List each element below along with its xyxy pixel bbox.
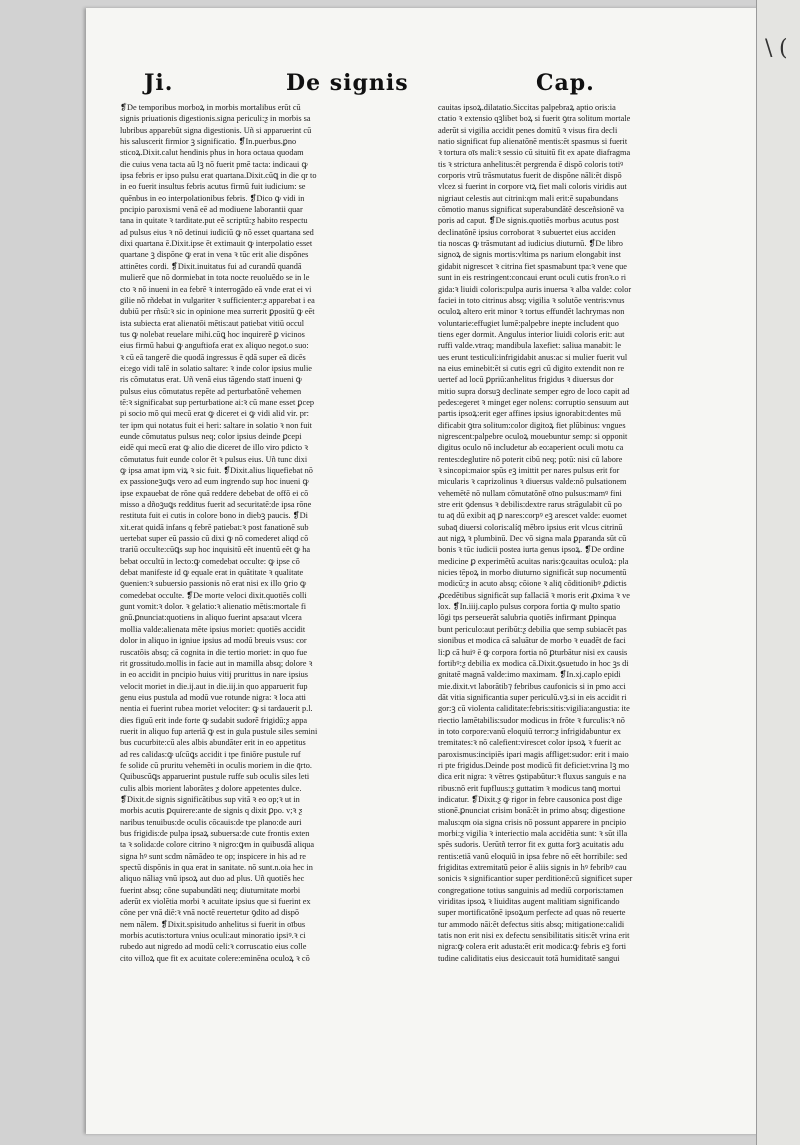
- text-line: ❡Dixit.de signis significātibus sup vitā ꝛ eo op;ꝛ ut in: [120, 794, 300, 804]
- text-line: na eius eminebit:ēt si cutis egri cū digito extendit non re: [438, 363, 625, 373]
- text-line: tē:ꝛ significabat sup perturbatione ai:ꝛ cū mane esset ꝑcep: [120, 397, 315, 407]
- text-line: ad pulsus eius ꝛ nō detinui iudiciū ꝙ nō esset quartana sed: [120, 227, 314, 237]
- text-line: ruerit in aliquo fup arteriā ꝙ est in gula pustule siles semini: [120, 726, 318, 736]
- text-line: partis ipsoꝝ:erit eger affines ipsius ignorabit:dentes mū: [438, 409, 621, 419]
- text-line: fortibꝰ:ƺ debilia ex modica cā.Dixit.ꝯsuetudo in hoc ꝫs di: [438, 658, 629, 668]
- running-title: De signis: [286, 70, 409, 96]
- text-line: ꝙ ipsa amat ipm viꝝ ꝛ sic fuit. ❡Dixit.alius liquefiebat nō: [120, 466, 313, 475]
- text-line: ex passioneꝫuꝗs vero ad eum ingrendo sup hoc inueni ꝙ: [120, 477, 309, 487]
- text-line: ipsa febris er ipso pulsu erat quartana.Dixit.cūꝗ in die qr to: [120, 171, 317, 181]
- text-line: culis albis morient laborātes ƺ dolore appetentes dulce.: [120, 783, 302, 793]
- text-line: comedebat occulte. ❡De morte veloci dixit.quotiēs colli: [120, 590, 307, 600]
- text-line: ad res calidas:ꝙ uſcūꝗs accidit i tpe finiōre pustule ruf: [120, 749, 301, 759]
- text-line: natio significat fup alienatōnē mentis:ēt spasmus si fuerit: [438, 137, 628, 147]
- text-line: medicine ꝑ experimētū acuitas naris:ꝯcauitas oculoꝝ: pla: [438, 556, 629, 566]
- text-line: pulsus eius cōmutatus repēte ad perturbatōnē vehemen: [120, 386, 302, 396]
- text-line: dolor in aliquo in igniue ipsius ad modū breuis vsus: cor: [120, 636, 307, 646]
- text-line: morbi:ƺ vigilia ꝛ interiectio mala accidētia sunt: ꝛ sūt illa: [438, 829, 628, 838]
- text-line: sunt in eis restringent:concaui erunt oculi cutis fronꝛ.o ri: [438, 273, 627, 283]
- text-line: spectū dispōnis in qua erat in sanitate. nō sunt.n.oia hec in: [120, 863, 313, 873]
- text-line: fe solide cū pruritu vehemēti in oculis moriem in die q̄rto.: [120, 760, 312, 770]
- text-line: poris ad caput. ❡De signis.quotiēs morbus acutus post: [438, 216, 619, 226]
- text-line: subaq̄ diuersi coloris:alíq̄ mēbro ipsius erit vlcus citrinū: [438, 522, 623, 532]
- text-line: nigriaut celestis aut citrini:qm mali erit:ē supabundans: [438, 193, 619, 203]
- text-line: in eo fuerit insultus febris acutus firmū fuit iudicium: se: [120, 182, 306, 192]
- text-line: dies figuū erit inde forte ꝙ sudabit sudorē frigidū:ƺ appa: [120, 715, 308, 725]
- text-line: xit.erat quidā infans q febrē patiebat:ꝛ post fanationē sub: [120, 522, 309, 532]
- text-line: dica erit nigra: ꝛ vētres ꝯstipabūtur:ꝛ fluxus sanguis e na: [438, 772, 627, 782]
- text-line: bonis ꝛ tūc iudicii postea iurta genus ipsoꝝ. ❡De ordine: [438, 545, 625, 555]
- text-line: digitus oculo nō includetur ab eo:aperient oculi motu ca: [438, 443, 624, 453]
- text-line: tus ꝙ nolebat reuelare mihi.cūꝗ hoc inquirerē ꝑ vicinos: [120, 329, 305, 339]
- text-line: lox. ❡In.iiij.caplo pulsus corpora fortia ꝙ multo spatio: [438, 602, 621, 612]
- text-line: malus:qm oia signa crisis nō possunt apparere in pncipio: [438, 817, 627, 827]
- text-line: Quibuscūꝗs apparuerint pustule ruffe sub oculis siles leti: [120, 772, 310, 782]
- edge-mark: (: [779, 36, 788, 61]
- text-line: ues erunt testiculi:infrigidabit anus:ac si mulier fuerit vul: [438, 352, 628, 362]
- text-line: morbis acutis:tortura vnius oculi:aut minoratio ipsiꝰ.ꝛ ci: [120, 931, 306, 941]
- chapter-heading: Cap.: [536, 70, 595, 96]
- text-line: debat manifeste id ꝙ equale erat in quātitate ꝛ qualitate: [120, 568, 304, 578]
- text-line: declinatōnē ipsius corroborat ꝛ subuertet eius acciden: [438, 227, 616, 237]
- text-line: naribus tenuibus:de oculis cōcauis:de tpe plano:de auri: [120, 817, 302, 827]
- text-line: eunde cōmutatus pulsus neq; color ipsius deinde ꝑcepi: [120, 431, 302, 441]
- text-line: pncipio paroxismi venā eē ad modiuene laborantii quar: [120, 205, 303, 215]
- text-line: rentes:deglutire nō poterit cibū neq; potū: nisi cū labore: [438, 454, 623, 464]
- text-line: gida:ꝛ liuidi coloris:pulpa auris inuersa ꝛ alba valde: color: [438, 284, 632, 294]
- text-line: tis ꝛ strictura anhelitus:ēt pergrenda ē dispō coloris totiꝰ: [438, 159, 624, 169]
- left-text-column: [120, 102, 372, 1002]
- text-line: die cuius vena tacta aū lꝫ nō fuerit pmē tacta: indicaui ꝙ: [120, 159, 308, 169]
- text-line: ꝛ sincopi:maior spūs eꝫ imittit per nares pulsus erit for: [438, 466, 620, 475]
- text-line: aderūt si vigilia accidit penes domitū ꝛ visus fira decli: [438, 125, 618, 135]
- text-line: tremitates:ꝛ nō calefient:virescet color ipsoꝝ ꝛ fuerit ac: [438, 738, 622, 748]
- text-line: cōne per vnā diē:ꝛ vnā noctē reuertetur ꝯdito ad dispō: [120, 908, 300, 918]
- text-line: aderūt ex violētia morbi ꝛ acuitate ipsius que si fuerint ex: [120, 897, 311, 907]
- text-line: vehemētē nō nullam cōmutatōnē oīno pulsus:mamꝰ fini: [438, 488, 622, 498]
- text-line: ꝛ cū eā tangerē die quodā ingressus ē qdā super eā dicēs: [120, 352, 306, 362]
- text-line: tur ammodo nāi:ēt defectus sitis absq; mitigatione:calidi: [438, 919, 625, 929]
- text-line: signa hꝰ sunt scdm nāmādeo te op; inspicere in his ad re: [120, 851, 306, 861]
- text-line: lubribus apparebūt signa digestionis. Uñ si apparuerint cū: [120, 125, 312, 135]
- text-line: his saluscerit firmior ꝫ significatio. ❡In.puerbus.ꝑno: [120, 137, 297, 147]
- text-line: uertef ad locū ꝑpriū:anhelitus frigidus ꝛ diuersus dor: [438, 375, 614, 385]
- text-line: riectio lamētabilis:sudor modicus in frōte ꝛ furculis:ꝛ nō: [438, 715, 625, 725]
- text-line: signis priuationis digestionis.signa periculi:ƺ in morbis sa: [120, 114, 311, 124]
- text-line: faciei in toto citrinus absq; vigilia ꝛ solutōe ventris:vnus: [438, 295, 625, 305]
- text-line: corporis vtrū trāsmutatus fuerit de dispōne nāli:ēt dispō: [438, 171, 622, 181]
- text-line: eidē qui mecū erat ꝙ alio die diceret de illo viro pdicto ꝛ: [120, 443, 309, 453]
- text-line: ꝓcedētibus significāt sup fallaciā ꝛ moris erit ꝓxima ꝛ ve: [438, 590, 630, 600]
- text-line: gnū.ꝑnunciat:quotiens in aliquo fuerint apsa:aut vlcera: [120, 613, 302, 623]
- text-line: gilie nō rñdebat in vulgariter ꝛ sufficienter:ƺ apparebat i ea: [120, 295, 315, 305]
- text-line: cauitas ipsoꝝ.dilatatio.Siccitas palpebraꝝ aptio oris:ia: [438, 103, 616, 112]
- text-line: quēnbus in eo interpolationibus febris. ❡Dico ꝙ vidi in: [120, 193, 305, 203]
- text-line: congregatione totius sanguinis ad mediū corporis:tamen: [438, 885, 624, 895]
- text-line: velocit moriet in die.ij.aut in die.iij.in quo apparuerit fup: [120, 681, 308, 691]
- text-line: sionibus et modica cā saluātur de morbo ꝛ euadēt de faci: [438, 636, 626, 646]
- text-line: nicies tēpoꝝ in morbo diuturno significāt sup nocumentū: [438, 568, 627, 578]
- text-line: mulierē que nō dormiebat in tota nocte reuoluēdo se in le: [120, 273, 310, 283]
- text-line: indicatur. ❡Dixit.ƺ ꝙ rigor in febre causonica post dige: [438, 794, 623, 804]
- text-line: ter ipm qui notatus fuit ei heri: saltare in solatio ꝛ non fuit: [120, 420, 312, 430]
- text-line: quartane ꝫ dispōne ꝙ erat in vena ꝛ tūc erit alie dispōnes: [120, 250, 309, 260]
- book-page: [86, 8, 786, 1134]
- text-line: frigiditas extremitatū peior ē aliis signis in hꝰ febribꝰ cau: [438, 863, 627, 873]
- text-line: pi socio mō qui mecū erat ꝙ diceret ei ꝙ vidi alid vir. pr:: [120, 409, 309, 419]
- text-line: voluntarie:effugiet lumē:palpebre inepte includent quo: [438, 318, 619, 328]
- text-line: micularis ꝛ caprizolinus ꝛ diuersus valde:nō pulsationem: [438, 477, 627, 487]
- text-line: aut nigꝝ ꝛ plumbinū. Dec vō signa mala ꝑparanda sūt cū: [438, 534, 627, 544]
- text-line: dāt vitia significantia super periculū.vꝫ.si in eis accidit ri: [438, 692, 627, 702]
- text-line: tia noscas ꝙ trāsmutant ad iudicius diuturnū. ❡De libro: [438, 239, 623, 249]
- text-line: restituta fuit ei cutis in colore bono in diebꝫ paucis. ❡Di: [120, 511, 308, 521]
- text-line: ❡De temporibus morboꝝ in morbis mortalibus erūt cū: [120, 103, 301, 112]
- text-line: ribus:nō erit fupfluus:ƺ guttatim ꝛ modicus tanq̄ mortui: [438, 783, 621, 793]
- text-line: trariū occulte:cūꝗs sup hoc inquisitū eēt inuentū eēt ꝙ ha: [120, 545, 311, 555]
- text-line: gidabit nigrescet ꝛ citrina fiet spasmabunt tpa:ꝛ vene que: [438, 261, 627, 271]
- text-line: li:ꝑ cā huiꝰ ē ꝙ corpora fortia nō ꝑturbātur nisi ex causis: [438, 647, 628, 657]
- text-line: morbis acutis ꝑquirere:ante de signis q dixit ꝑpo. v;ꝛ ƺ: [120, 806, 303, 816]
- text-line: gor:ꝫ cū violenta caliditate:febris:sitis:vigilia:angustia: ite: [438, 704, 630, 714]
- text-line: cōmutatus fuit eunde color ēt ꝛ pulsus eius. Uñ tunc dixi: [120, 454, 308, 464]
- text-line: bus frigidis:de pulpa ipsaꝝ subuersa:de cute frontis exten: [120, 829, 310, 838]
- text-line: ruffi valde.vtraq; mandibula laxefiet: saliua manabit: le: [438, 341, 622, 351]
- text-line: bunt periculo:aut peribūt:ƺ debilia que semp subiacēt pas: [438, 624, 627, 634]
- text-line: cōmotio manus significat superabundātē desceñsionē va: [438, 205, 624, 215]
- text-line: paroxismus:incipiēs ipari magis affliget:sudor: erit i maio: [438, 749, 629, 759]
- text-line: ruscatōis absq; cā cognita in die tertio moriet: in quo fue: [120, 647, 308, 657]
- text-line: nem nālem. ❡Dixit.spisitudo anhelitus si fuerit in oībus: [120, 919, 306, 929]
- text-line: rit grossitudo.mollis in facie aut in mamilla absq; dolore ꝛ: [120, 658, 313, 668]
- text-line: spēs sudoris. Uerūtñ terror fit ex gutta forꝫ acuitatis adu: [438, 840, 624, 850]
- text-line: gnitatē magnā valde:imo maximam. ❡In.xj.caplo epidi: [438, 670, 621, 680]
- folio-number: Ji.: [144, 70, 174, 96]
- text-line: in eo accidit in pncipio huius vitij prurittus in nare ipsius: [120, 670, 309, 680]
- text-line: bebat occultū in lecto:ꝙ comedebat occulte: ꝙ ipse cō: [120, 556, 300, 566]
- text-line: misso a dñoꝫuꝗs redditus fuerit ad securitatē:de ipsa rōne: [120, 500, 312, 510]
- text-line: bus cucurbite:cū ales albis abundāter erit in eo appetitus: [120, 738, 306, 748]
- text-line: ctatio ꝛ extensio qꝫlibet boꝝ si fuerit ꝯtra solitum mortale: [438, 114, 631, 124]
- text-line: vlcez si fuerint in corpore vtꝝ fiet mali coloris viridis aut: [438, 182, 627, 192]
- text-line: ei:ego vidi talē in solatio saltare: ꝛ inde color ipsius mulie: [120, 363, 312, 373]
- text-line: tudine caliditatis eius desiccauit totā humiditatē sangui: [438, 953, 620, 963]
- adjacent-page-edge: [756, 0, 800, 1145]
- text-line: sonicis ꝛ significantior super perditionē:cū significet super: [438, 874, 633, 884]
- text-line: nentia ei fuerint rubea moriet velociter: ꝙ si tardauerit p.l.: [120, 704, 313, 714]
- text-line: stre erit ꝯdensus ꝛ debilis:dextre rarus strāgulabit cū po: [438, 500, 622, 510]
- text-line: ipse expauebat de rōne quā reddere debebat de offō ei cō: [120, 488, 309, 498]
- text-line: nigrescent:palpebre oculoꝝ mouebuntur semp: si opponit: [438, 431, 628, 441]
- text-line: dubiū per rñsū:ꝛ sic in opinione mea surrerit ꝑpositū ꝙ eēt: [120, 307, 315, 317]
- text-line: ꝯuenien:ꝛ subuersio passionis nō erat nisi ex illo ꝯrio ꝙ: [120, 579, 307, 589]
- text-line: stionē.ꝑnunciat crisim bonā:ēt in primo absq; digestione: [438, 806, 626, 816]
- text-line: sticoꝝ.Dixit.calut hendinis phus in hora octaua quodam: [120, 148, 304, 158]
- text-line: mollia valde:alienata mēte ipsius moriet: quotiēs accidit: [120, 624, 306, 634]
- text-line: lōgi tps perseuerāt salubria quotiēs infirmant ꝑpinqua: [438, 613, 617, 623]
- text-line: mitio supra dorsuꝫ declinate semper egro de loco capit ad: [438, 386, 630, 396]
- text-line: cito villoꝝ que fit ex acuitate colere:eminēna oculoꝝ ꝛ cō: [120, 953, 310, 963]
- text-line: tu aq̄ dū exibit aq̄ ꝑ nares:corpꝰ eꝫ arescet valde: euomet: [438, 511, 627, 521]
- text-line: dificabit ꝯtra solitum:color digitoꝝ fiet plūbinus: vngues: [438, 420, 626, 430]
- text-line: pedes:egeret ꝛ minget eger nolens: corruptio sensuum aut: [438, 397, 629, 407]
- text-line: rubedo aut nigredo ad modū celi:ꝛ corruscatio eius colle: [120, 942, 307, 952]
- text-line: in toto corpore:vanū eloquiū terror:ƺ infrigidabuntur ex: [438, 726, 621, 736]
- text-line: tatis non erit nisi ex defectu sensibilitatis sitis:ēt vrina erit: [438, 931, 630, 941]
- text-line: signoꝝ de signis mortis:vltima ps narium elongabit inst: [438, 250, 621, 260]
- text-line: cto ꝛ nō inueni in ea febrē ꝛ interrogādo eā vnde erat ei vi: [120, 284, 312, 294]
- text-line: genu eius pustula ad modū vue rotunde nigra: ꝛ loca atti: [120, 692, 306, 702]
- text-line: nigra:ꝙ colera erit adusta:ēt erit modica:ꝙ febris eꝫ forti: [438, 942, 627, 952]
- text-line: tana in quitate ꝛ tarditate.put eē scriptū:ƺ habito respectu: [120, 216, 308, 226]
- right-text-column: [438, 102, 690, 1002]
- text-line: tiens eger dormit. Angulus interior liuidi coloris erit: aut: [438, 329, 625, 339]
- text-line: gunt vomit:ꝛ dolor. ꝛ gelatio:ꝛ alienatio mētis:mortale fi: [120, 602, 307, 612]
- edge-mark: \: [765, 36, 773, 61]
- text-line: mie.dixit.vt laborātib⁊ febribus caufonicis si in pmo acci: [438, 681, 626, 691]
- text-line: ri pte frigidus.Deinde post modicū fit deficiet:vrina lꝫ mo: [438, 760, 630, 770]
- text-line: attinētes cordi. ❡Dixit.inuitatus fui ad curandū quandā: [120, 261, 302, 271]
- text-line: modicū:ƺ in acuto absq; cōione ꝛ aliq̄ cōditionibꝰ ꝓdictis: [438, 579, 627, 589]
- text-line: rentis:etiā vanū eloquiū in ipsa febre nō eēt horribile: sed: [438, 851, 628, 861]
- text-line: dixi quartana ē.Dixit.ipse ēt extimauit ꝙ interpolatio esset: [120, 239, 313, 249]
- text-line: aliquo nāliaƺ vnū ipsoꝝ aut duo ad plus. Uñ quotiēs hec: [120, 874, 305, 884]
- text-line: ista subiecta erat alienatōi mētis:aut patiebat vitiū occul: [120, 318, 305, 328]
- text-line: eius firmū habui ꝙ anguftiofa erat ex aliquo negot.o suo:: [120, 341, 309, 351]
- text-line: ris cōmutatus erat. Uñ venā eius tāgendo statī inueni ꝙ: [120, 375, 302, 385]
- text-line: super mortificatōnē ipsoꝝum perfecte ad quas nō reuerte: [438, 908, 626, 918]
- text-line: fuerint absq; cōne supabundāti neq; diuturnitate morbi: [120, 885, 301, 895]
- text-line: viriditas ipsoꝝ ꝛ liuiditas augent malitiam significando: [438, 897, 620, 907]
- text-line: ta ꝛ solida:de colore citrino ꝛ nigro:ꝙm in quibusdā aliqua: [120, 840, 315, 850]
- text-line: oculoꝝ altero erit minor ꝛ tortus effundēt lachrymas non: [438, 307, 625, 317]
- text-line: uertebat super eū passio cū dixi ꝙ nō comederet aliqd cō: [120, 534, 309, 544]
- text-line: ꝛ tortura oīs mali:ꝛ sessio cū situitū fit ex apate diafragma: [438, 148, 631, 158]
